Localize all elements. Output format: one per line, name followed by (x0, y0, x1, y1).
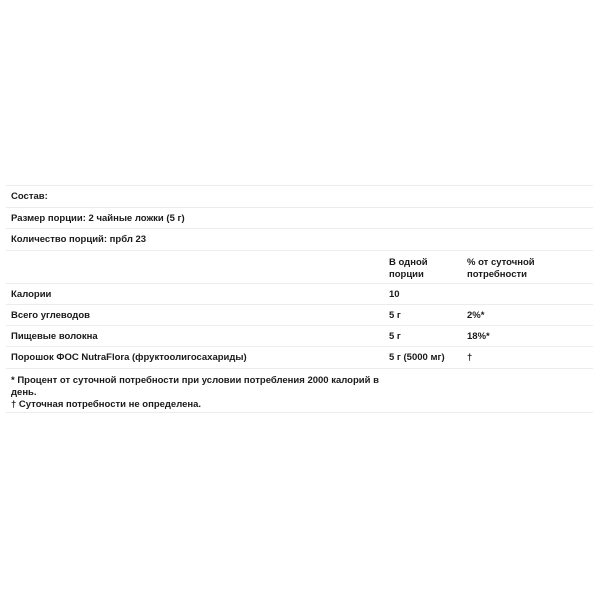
nutrient-name: Пищевые волокна (11, 331, 98, 343)
serving-size-row (6, 208, 593, 230)
footnotes-row (6, 369, 593, 413)
nutrient-amount: 5 г (5000 мг) (389, 352, 445, 364)
servings-per-container-text: Количество порций: прбл 23 (11, 234, 147, 245)
nutrient-row-calories (6, 284, 593, 305)
composition-row (6, 186, 593, 208)
nutrient-row-fos-powder (6, 347, 593, 368)
header-daily-value: % от суточной потребности (467, 256, 535, 280)
nutrient-amount: 5 г (389, 309, 401, 321)
nutrient-name: Всего углеводов (11, 309, 90, 321)
nutrient-daily-value: 2%* (467, 309, 485, 321)
nutrient-row-dietary-fiber (6, 326, 593, 347)
daily-value-footnote: * Процент от суточной потребности при условии потребления 2000 калорий в день. (11, 374, 379, 398)
supplement-facts-table (6, 185, 593, 413)
nutrient-daily-value: † (467, 352, 473, 364)
nutrient-name: Порошок ФОС NutraFlora (фруктоолигосахариды) (11, 352, 247, 364)
nutrient-amount: 5 г (389, 331, 401, 343)
nutrient-amount: 10 (389, 288, 400, 300)
nutrient-row-total-carbohydrates (6, 305, 593, 326)
nutrient-daily-value: 18%* (467, 331, 490, 343)
servings-per-container-row (6, 229, 593, 251)
serving-size-text: Размер порции: 2 чайные ложки (5 г) (11, 212, 185, 224)
not-established-footnote: † Суточная потребности не определена. (11, 398, 202, 410)
composition-label: Состав: (11, 191, 48, 202)
header-amount-per-serving: В одной порции (389, 256, 428, 280)
table-header-row (6, 251, 593, 284)
nutrient-name: Калории (11, 288, 52, 300)
